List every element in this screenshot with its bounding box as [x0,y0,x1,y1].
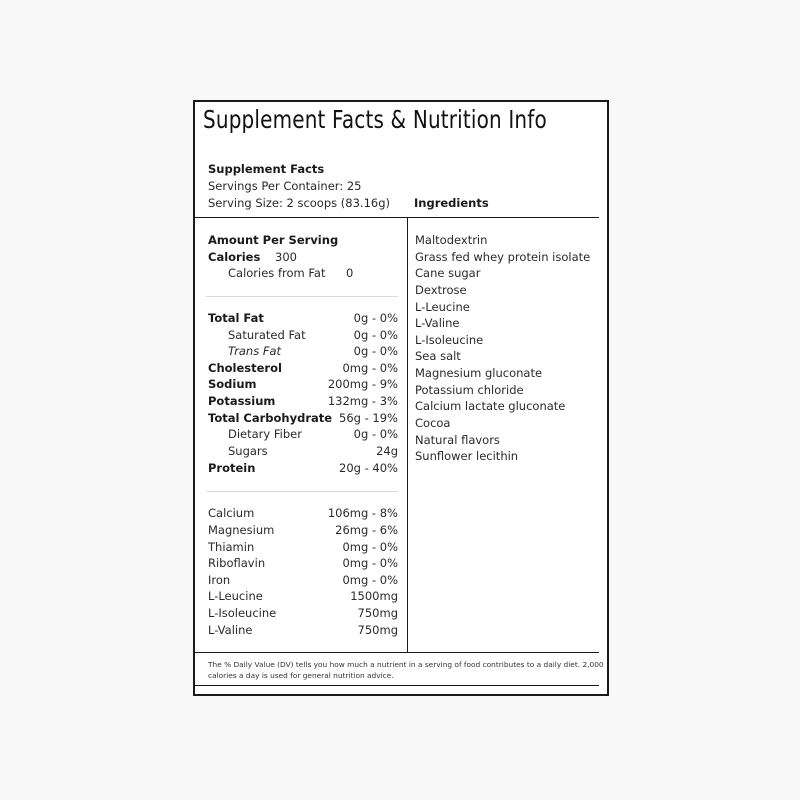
ingredient-item: Calcium lactate gluconate [415,399,566,413]
footer-divider [195,652,599,653]
nutrient-value: 24g [376,444,398,458]
ingredient-item: Cocoa [415,416,451,430]
section-divider [206,296,398,297]
mineral-label: Iron [208,573,231,587]
ingredient-item: Natural flavors [415,433,500,447]
nutrient-value: 0g - 0% [353,344,398,358]
servings-per-container: Servings Per Container: 25 [208,179,362,193]
calories-from-fat-value: 0 [346,266,354,280]
ingredients-heading: Ingredients [414,196,489,210]
mineral-label: L-Isoleucine [208,606,277,620]
ingredient-item: Maltodextrin [415,233,488,247]
ingredient-item: Sea salt [415,349,461,363]
mineral-label: Riboflavin [208,556,266,570]
ingredient-item: Dextrose [415,283,467,297]
calories-label: Calories [208,250,261,264]
mineral-label: L-Leucine [208,589,263,603]
ingredient-item: Potassium chloride [415,383,524,397]
ingredient-item: Magnesium gluconate [415,366,543,380]
ingredient-item: Sunflower lecithin [415,449,519,463]
calories-from-fat-label: Calories from Fat [228,266,326,280]
nutrient-label: Total Carbohydrate [208,411,333,425]
mineral-value: 750mg [357,623,398,637]
nutrient-label: Total Fat [208,311,264,325]
mineral-value: 750mg [357,606,398,620]
mineral-label: Calcium [208,506,255,520]
ingredient-item: Cane sugar [415,266,481,280]
page-title: Supplement Facts & Nutrition Info [203,105,547,134]
ingredient-item: L-Valine [415,316,460,330]
ingredient-item: Grass fed whey protein isolate [415,250,591,264]
nutrient-value: 0g - 0% [353,311,398,325]
nutrient-label: Trans Fat [228,344,282,358]
supplement-facts-label [193,100,609,696]
nutrient-value: 0g - 0% [353,427,398,441]
mineral-value: 0mg - 0% [342,556,398,570]
ingredient-item: L-Leucine [415,300,470,314]
nutrient-value: 0g - 0% [353,328,398,342]
nutrient-label: Protein [208,461,256,475]
nutrient-label: Sugars [228,444,268,458]
section-divider [206,491,398,492]
nutrient-value: 20g - 40% [339,461,398,475]
amount-per-serving-label: Amount Per Serving [208,233,339,247]
nutrient-label: Saturated Fat [228,328,306,342]
mineral-value: 0mg - 0% [342,540,398,554]
header-divider [195,217,599,218]
serving-size: Serving Size: 2 scoops (83.16g) [208,196,390,210]
nutrient-label: Sodium [208,377,257,391]
nutrient-label: Dietary Fiber [228,427,302,441]
supplement-facts-heading: Supplement Facts [208,162,325,176]
footer-bottom-divider [195,685,599,686]
mineral-value: 106mg - 8% [327,506,398,520]
nutrient-label: Potassium [208,394,276,408]
nutrient-value: 0mg - 0% [342,361,398,375]
ingredient-item: L-Isoleucine [415,333,484,347]
nutrient-value: 200mg - 9% [327,377,398,391]
mineral-label: L-Valine [208,623,253,637]
mineral-value: 26mg - 6% [335,523,398,537]
mineral-value: 1500mg [350,589,398,603]
mineral-label: Thiamin [208,540,255,554]
column-divider [407,218,408,652]
calories-value: 300 [275,250,297,264]
nutrient-value: 56g - 19% [339,411,398,425]
nutrient-value: 132mg - 3% [327,394,398,408]
mineral-value: 0mg - 0% [342,573,398,587]
nutrient-label: Cholesterol [208,361,282,375]
daily-value-footnote: The % Daily Value (DV) tells you how much a nutrient in a serving of food contributes to a daily diet. 2,000 calories a day is used for general nutrition advice. [208,660,604,680]
mineral-label: Magnesium [208,523,275,537]
